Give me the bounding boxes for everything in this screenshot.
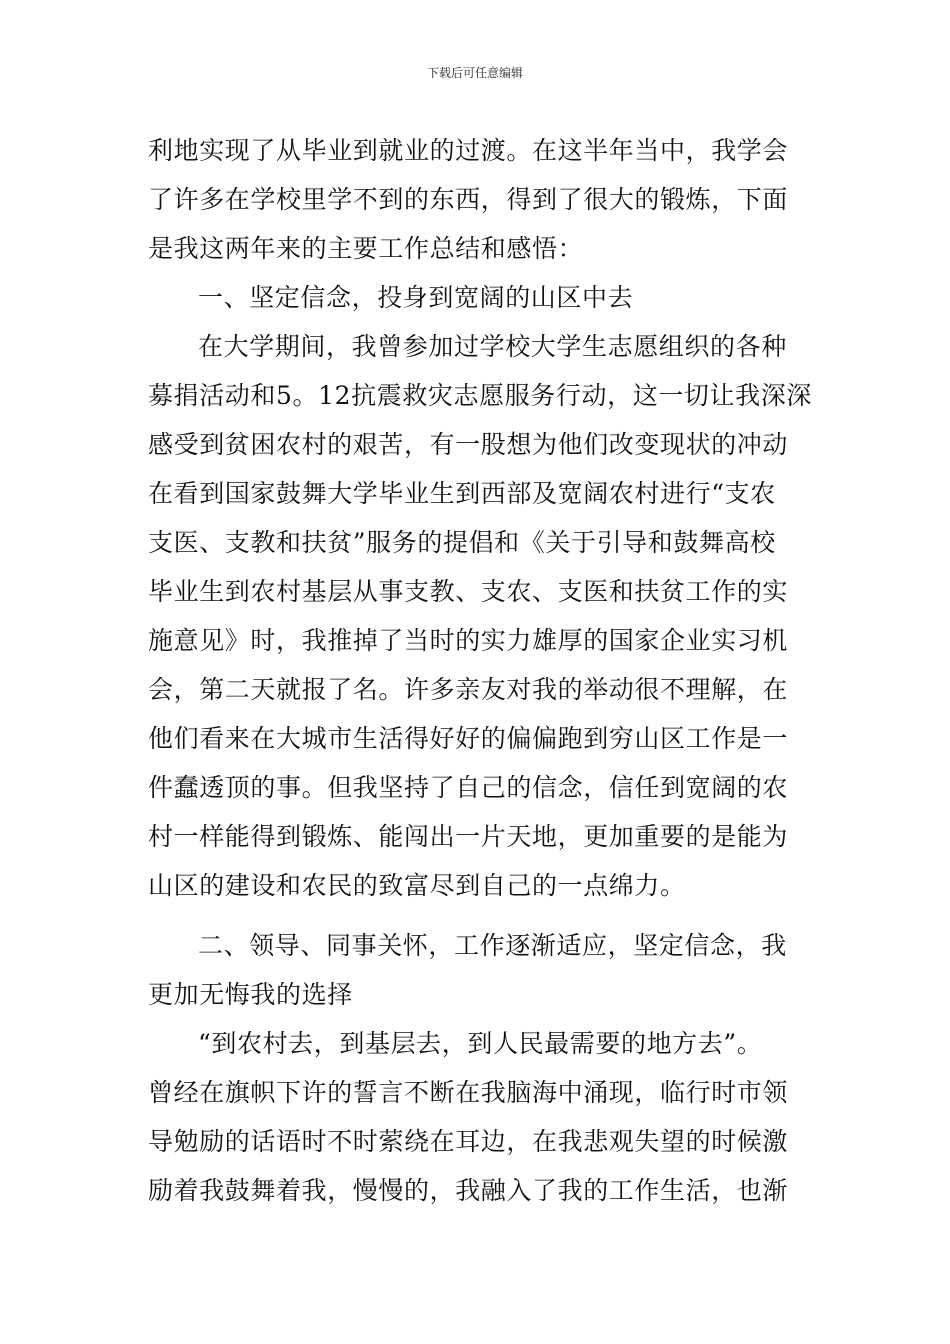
text-line: 山区的建设和农民的致富尽到自己的一点绵力。 xyxy=(148,871,686,900)
text-line: 支医、支教和扶贫”服务的提倡和《关于引导和鼓舞高校 xyxy=(148,528,776,557)
text-line: 毕业生到农村基层从事支教、支农、支医和扶贫工作的实 xyxy=(148,577,789,606)
text-line: 感受到贫困农村的艰苦，有一股想为他们改变现状的冲动 xyxy=(148,430,789,459)
text-line: 他们看来在大城市生活得好好的偏偏跑到穷山区工作是一 xyxy=(148,724,789,753)
page-header: 下载后可任意编辑 xyxy=(426,66,523,80)
text-line: 更加无悔我的选择 xyxy=(148,980,353,1009)
text-line: 了许多在学校里学不到的东西，得到了很大的锻炼，下面 xyxy=(148,185,789,214)
text-line: 村一样能得到锻炼、能闯出一片天地，更加重要的是能为 xyxy=(148,822,789,851)
text-line: 施意见》时，我推掉了当时的实力雄厚的国家企业实习机 xyxy=(148,626,789,655)
text-line: 导勉励的话语时不时萦绕在耳边，在我悲观失望的时候激 xyxy=(148,1127,789,1156)
text-line: 在大学期间，我曾参加过学校大学生志愿组织的各种 xyxy=(198,332,787,361)
text-line: “到农村去，到基层去，到人民最需要的地方去”。 xyxy=(198,1029,763,1058)
text-line: 是我这两年来的主要工作总结和感悟： xyxy=(148,234,584,263)
text-line: 在看到国家鼓舞大学毕业生到西部及宽阔农村进行“支农 xyxy=(148,479,776,508)
section-heading: 二、领导、同事关怀，工作逐渐适应，坚定信念，我 xyxy=(198,931,787,960)
text-line: 励着我鼓舞着我，慢慢的，我融入了我的工作生活，也渐 xyxy=(148,1176,789,1205)
text-line: 件蠢透顶的事。但我坚持了自己的信念，信任到宽阔的农 xyxy=(148,773,789,802)
text-line: 曾经在旗帜下许的誓言不断在我脑海中涌现，临行时市领 xyxy=(148,1078,789,1107)
section-heading: 一、坚定信念，投身到宽阔的山区中去 xyxy=(198,283,634,312)
text-line: 利地实现了从毕业到就业的过渡。在这半年当中，我学会 xyxy=(148,136,789,165)
text-line: 募捐活动和5。12抗震救灾志愿服务行动，这一切让我深深 xyxy=(148,381,812,410)
text-line: 会，第二天就报了名。许多亲友对我的举动很不理解，在 xyxy=(148,675,789,704)
